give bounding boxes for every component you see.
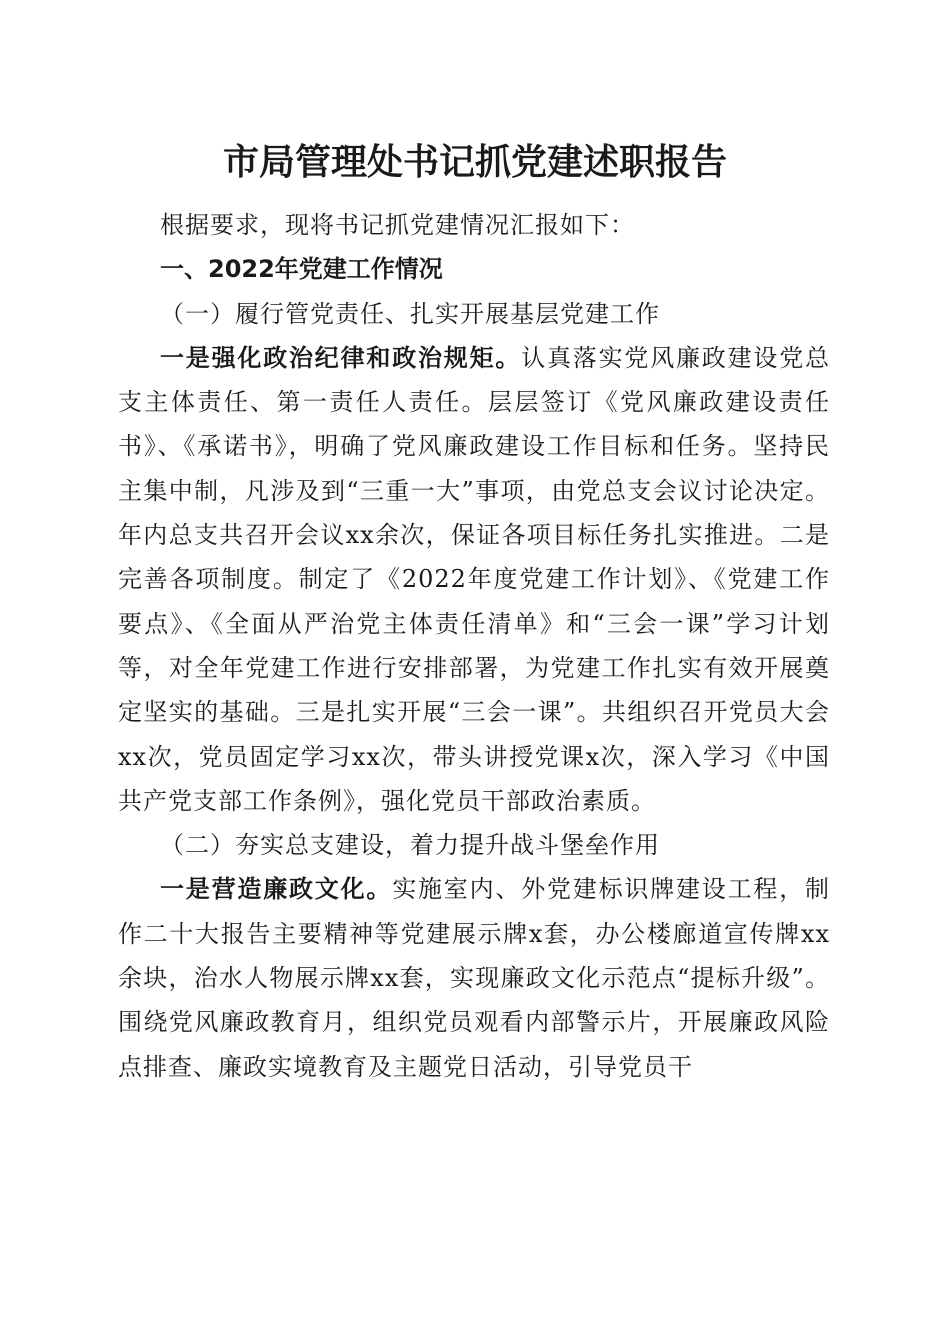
paragraph-1: [118, 336, 830, 823]
intro-paragraph: 根据要求，现将书记抓党建情况汇报如下：: [160, 211, 635, 239]
paragraph-2-body: 实施室内、外党建标识牌建设工程，制作二十大报告主要精神等党建展示牌x套，办公楼廊道宣传牌xx余块，治水人物展示牌xx套，实现廉政文化示范点“提标升级”。围绕党风廉政教育月，组织党员观看内部警示片，开展廉政风险点排查、廉政实境教育及主题党日活动，引导党员干: [118, 875, 831, 1081]
paragraph-2-lead: 一是营造廉政文化。: [160, 874, 393, 904]
paragraph-1-lead: 一是强化政治纪律和政治规矩。: [160, 342, 522, 372]
paragraph-2: [118, 867, 830, 1088]
section-heading: 一、2022年党建工作情况: [160, 255, 443, 284]
document-title: 市局管理处书记抓党建述职报告: [222, 141, 727, 183]
subsection-heading-2: （二）夯实总支建设，着力提升战斗堡垒作用: [160, 831, 660, 860]
subsection-heading-1: （一）履行管党责任、扎实开展基层党建工作: [160, 299, 660, 328]
document-body: [118, 203, 830, 1089]
paragraph-1-body: 认真落实党风廉政建设党总支主体责任、第一责任人责任。层层签订《党风廉政建设责任书》、《承诺书》，明确了党风廉政建设工作目标和任务。坚持民主集中制，凡涉及到“三重一大”事项，由党总支会议讨论决定。年内总支共召开会议xx余次，保证各项目标任务扎实推进。二是完善各项制度。制定了《2022年度党建工作计划》、《党建工作要点》、《全面从严治党主体责任清单》和“三会一课”学习计划等，对全年党建工作进行安排部署，为党建工作扎实有效开展奠定坚实的基础。三是扎实开展“三会一课”。共组织召开党员大会xx次，党员固定学习xx次，带头讲授党课x次，深入学习《中国共产党支部工作条例》，强化党员干部政治素质。: [118, 343, 831, 815]
